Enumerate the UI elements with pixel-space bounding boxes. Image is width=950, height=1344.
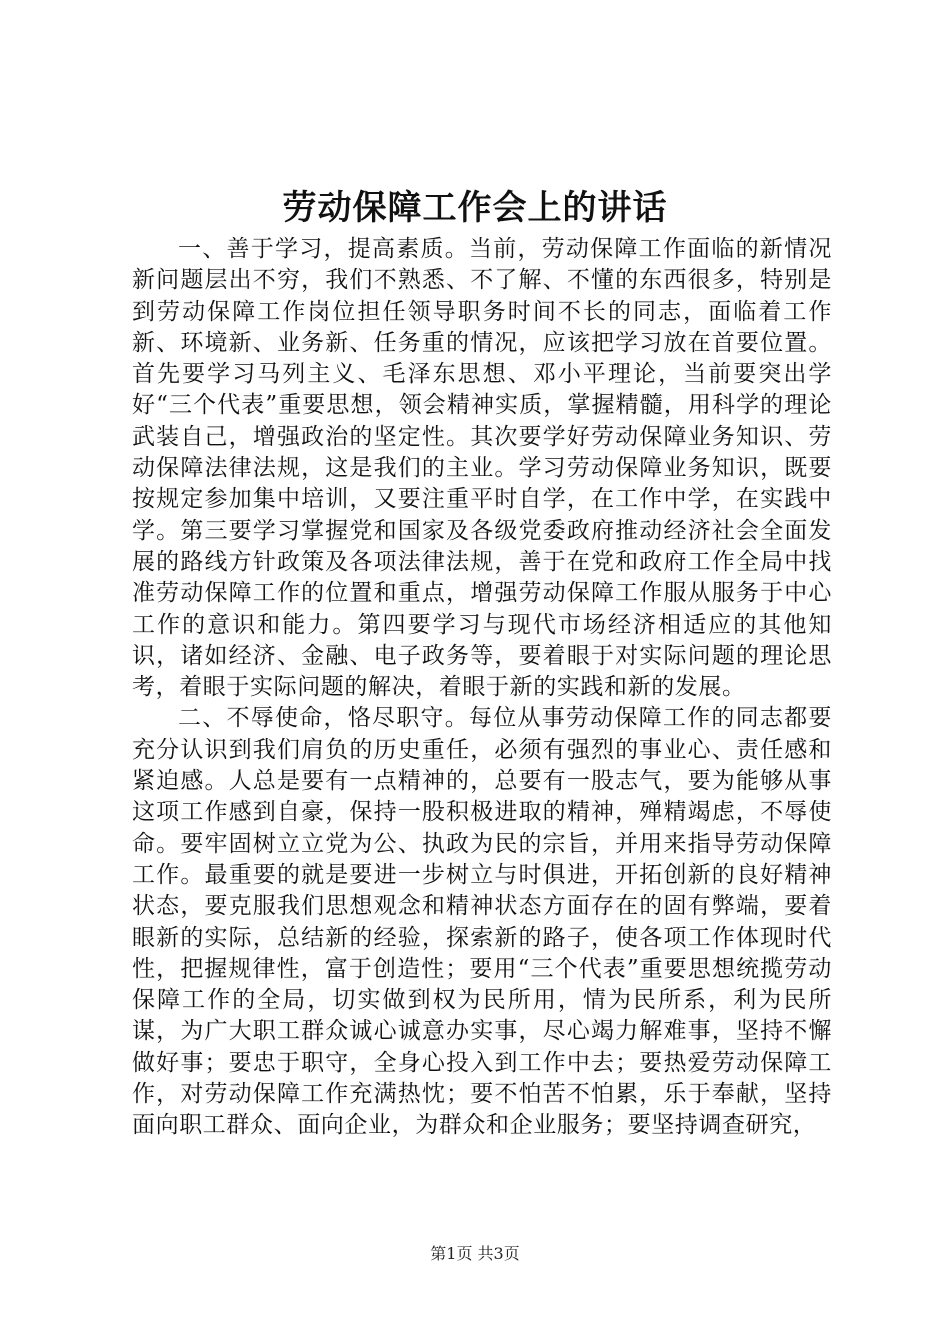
document-body [132, 234, 832, 1142]
paragraph-1: 一、善于学习，提高素质。当前，劳动保障工作面临的新情况新问题层出不穷，我们不熟悉、不了解、不懂的东西很多，特别是到劳动保障工作岗位担任领导职务时间不长的同志，面临着工作新、环境新、业务新、任务重的情况，应该把学习放在首要位置。首先要学习马列主义、毛泽东思想、邓小平理论，当前要突出学好“三个代表”重要思想，领会精神实质，掌握精髓，用科学的理论武装自己，增强政治的坚定性。其次要学好劳动保障业务知识、劳动保障法律法规，这是我们的主业。学习劳动保障业务知识，既要按规定参加集中培训，又要注重平时自学，在工作中学，在实践中学。第三要学习掌握党和国家及各级党委政府推动经济社会全面发展的路线方针政策及各项法律法规，善于在党和政府工作全局中找准劳动保障工作的位置和重点，增强劳动保障工作服从服务于中心工作的意识和能力。第四要学习与现代市场经济相适应的其他知识，诸如经济、金融、电子政务等，要着眼于对实际问题的理论思考，着眼于实际问题的解决，着眼于新的实践和新的发展。 [132, 236, 832, 701]
document-title: 劳动保障工作会上的讲话 [282, 188, 668, 228]
page-number-footer: 第1页 共3页 [430, 1244, 520, 1263]
paragraph-2: 二、不辱使命，恪尽职守。每位从事劳动保障工作的同志都要充分认识到我们肩负的历史重任，必须有强烈的事业心、责任感和紧迫感。人总是要有一点精神的，总要有一股志气，要为能够从事这项工作感到自豪，保持一股积极进取的精神，殚精竭虑，不辱使命。要牢固树立立党为公、执政为民的宗旨，并用来指导劳动保障工作。最重要的就是要进一步树立与时俱进，开拓创新的良好精神状态，要克服我们思想观念和精神状态方面存在的固有弊端，要着眼新的实际，总结新的经验，探索新的路子，使各项工作体现时代性，把握规律性，富于创造性；要用“三个代表”重要思想统揽劳动保障工作的全局，切实做到权为民所用，情为民所系，利为民所谋，为广大职工群众诚心诚意办实事，尽心竭力解难事，坚持不懈做好事；要忠于职守，全身心投入到工作中去；要热爱劳动保障工作，对劳动保障工作充满热忱；要不怕苦不怕累，乐于奉献，坚持面向职工群众、面向企业，为群众和企业服务；要坚持调查研究， [132, 705, 832, 1139]
